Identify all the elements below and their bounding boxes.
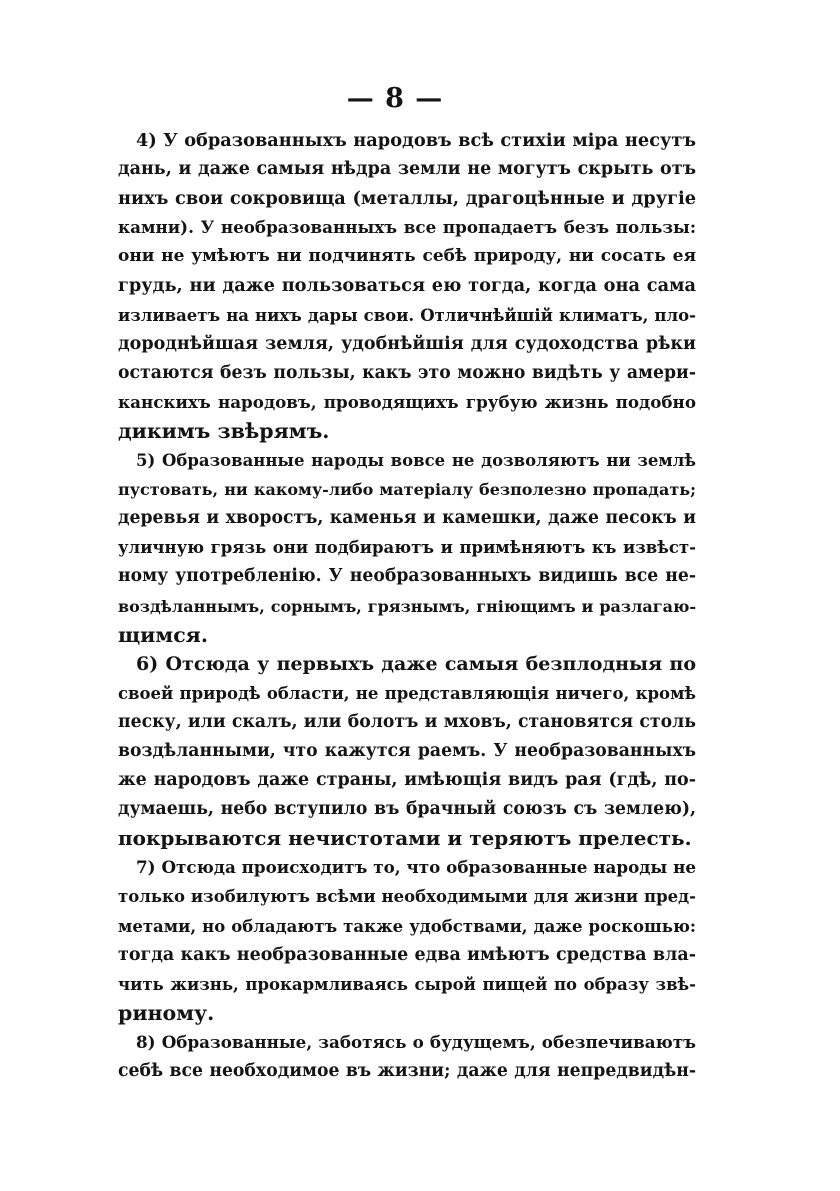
text-line: канскихъ народовъ, проводящихъ грубую жизнь подобно <box>118 391 696 412</box>
text-line: дороднѣйшая земля, удобнѣйшія для судоходства рѣки <box>118 333 696 354</box>
text-line: себѣ все необходимое въ жизни; даже для непредвидѣн- <box>118 1061 696 1081</box>
text-line: метами, но обладаютъ также удобствами, даже роскошью: <box>118 916 696 936</box>
text-line: дикимъ звѣрямъ. <box>118 418 330 443</box>
text-line: песку, или скалъ, или болотъ и мховъ, становятся столь <box>118 711 696 732</box>
text-line: 7) Отсюда происходитъ то, что образованные народы не <box>136 857 696 878</box>
text-line: 4) У образованныхъ народовъ всѣ стихіи міра несутъ <box>136 130 696 151</box>
text-line: думаешь, небо вступило въ брачный союзъ съ землею), <box>118 799 696 820</box>
page-number: — 8 — <box>346 83 444 114</box>
text-line: 5) Образованные народы вовсе не дозволяютъ ни землѣ <box>136 451 696 471</box>
text-line: риному. <box>118 1000 215 1025</box>
text-line: покрываются нечистотами и теряютъ прелесть. <box>118 826 692 851</box>
text-line: пустовать, ни какому-либо матеріалу безполезно пропадать; <box>118 480 696 500</box>
text-line: камни). У необразованныхъ все пропадаетъ безъ пользы: <box>118 217 696 238</box>
paragraph-6 <box>118 650 696 854</box>
paragraph-7 <box>118 853 696 1028</box>
text-line: ному употребленію. У необразованныхъ видишь все не- <box>118 566 696 587</box>
text-line: дань, и даже самыя нѣдра земли не могутъ скрыть отъ <box>118 159 696 180</box>
text-line: воздѣланнымъ, сорнымъ, грязнымъ, гніющимъ и разлагаю- <box>118 596 696 616</box>
text-line: 8) Образованные, заботясь о будущемъ, обезпечиваютъ <box>136 1031 696 1052</box>
text-line: грудь, ни даже пользоваться ею тогда, когда она сама <box>118 275 696 297</box>
text-line: только изобилуютъ всѣми необходимыми для жизни пред- <box>118 887 696 907</box>
text-line: деревья и хворостъ, каменья и камешки, даже песокъ и <box>118 508 696 529</box>
paragraph-4 <box>118 126 696 446</box>
text-line: они не умѣютъ ни подчинять себѣ природу, ни сосать ея <box>118 246 696 267</box>
text-line: же народовъ даже страны, имѣющія видъ рая (гдѣ, по- <box>118 770 696 791</box>
text-line: тогда какъ необразованные едва имѣютъ средства вла- <box>118 944 696 965</box>
text-line: щимся. <box>118 622 208 647</box>
text-line: 6) Отсюда у первыхъ даже самыя безплодныя по <box>136 652 696 675</box>
paragraph-5 <box>118 446 696 650</box>
text-line: чить жизнь, прокармливаясь сырой пищей по образу звѣ- <box>118 974 696 994</box>
text-column <box>118 126 696 1086</box>
text-line: остаются безъ пользы, какъ это можно видѣть у амери- <box>118 362 696 383</box>
text-line: воздѣланными, что кажутся раемъ. У необразованныхъ <box>118 740 696 761</box>
paragraph-8 <box>118 1028 696 1086</box>
text-line: уличную грязь они подбираютъ и примѣняютъ къ извѣст- <box>118 538 696 558</box>
text-line: нихъ свои сокровища (металлы, драгоцѣнные и другіе <box>118 188 696 210</box>
text-line: изливаетъ на нихъ дары свои. Отличнѣйшій климатъ, пло- <box>118 305 696 325</box>
text-line: своей природѣ области, не представляющія ничего, кромѣ <box>118 683 696 703</box>
